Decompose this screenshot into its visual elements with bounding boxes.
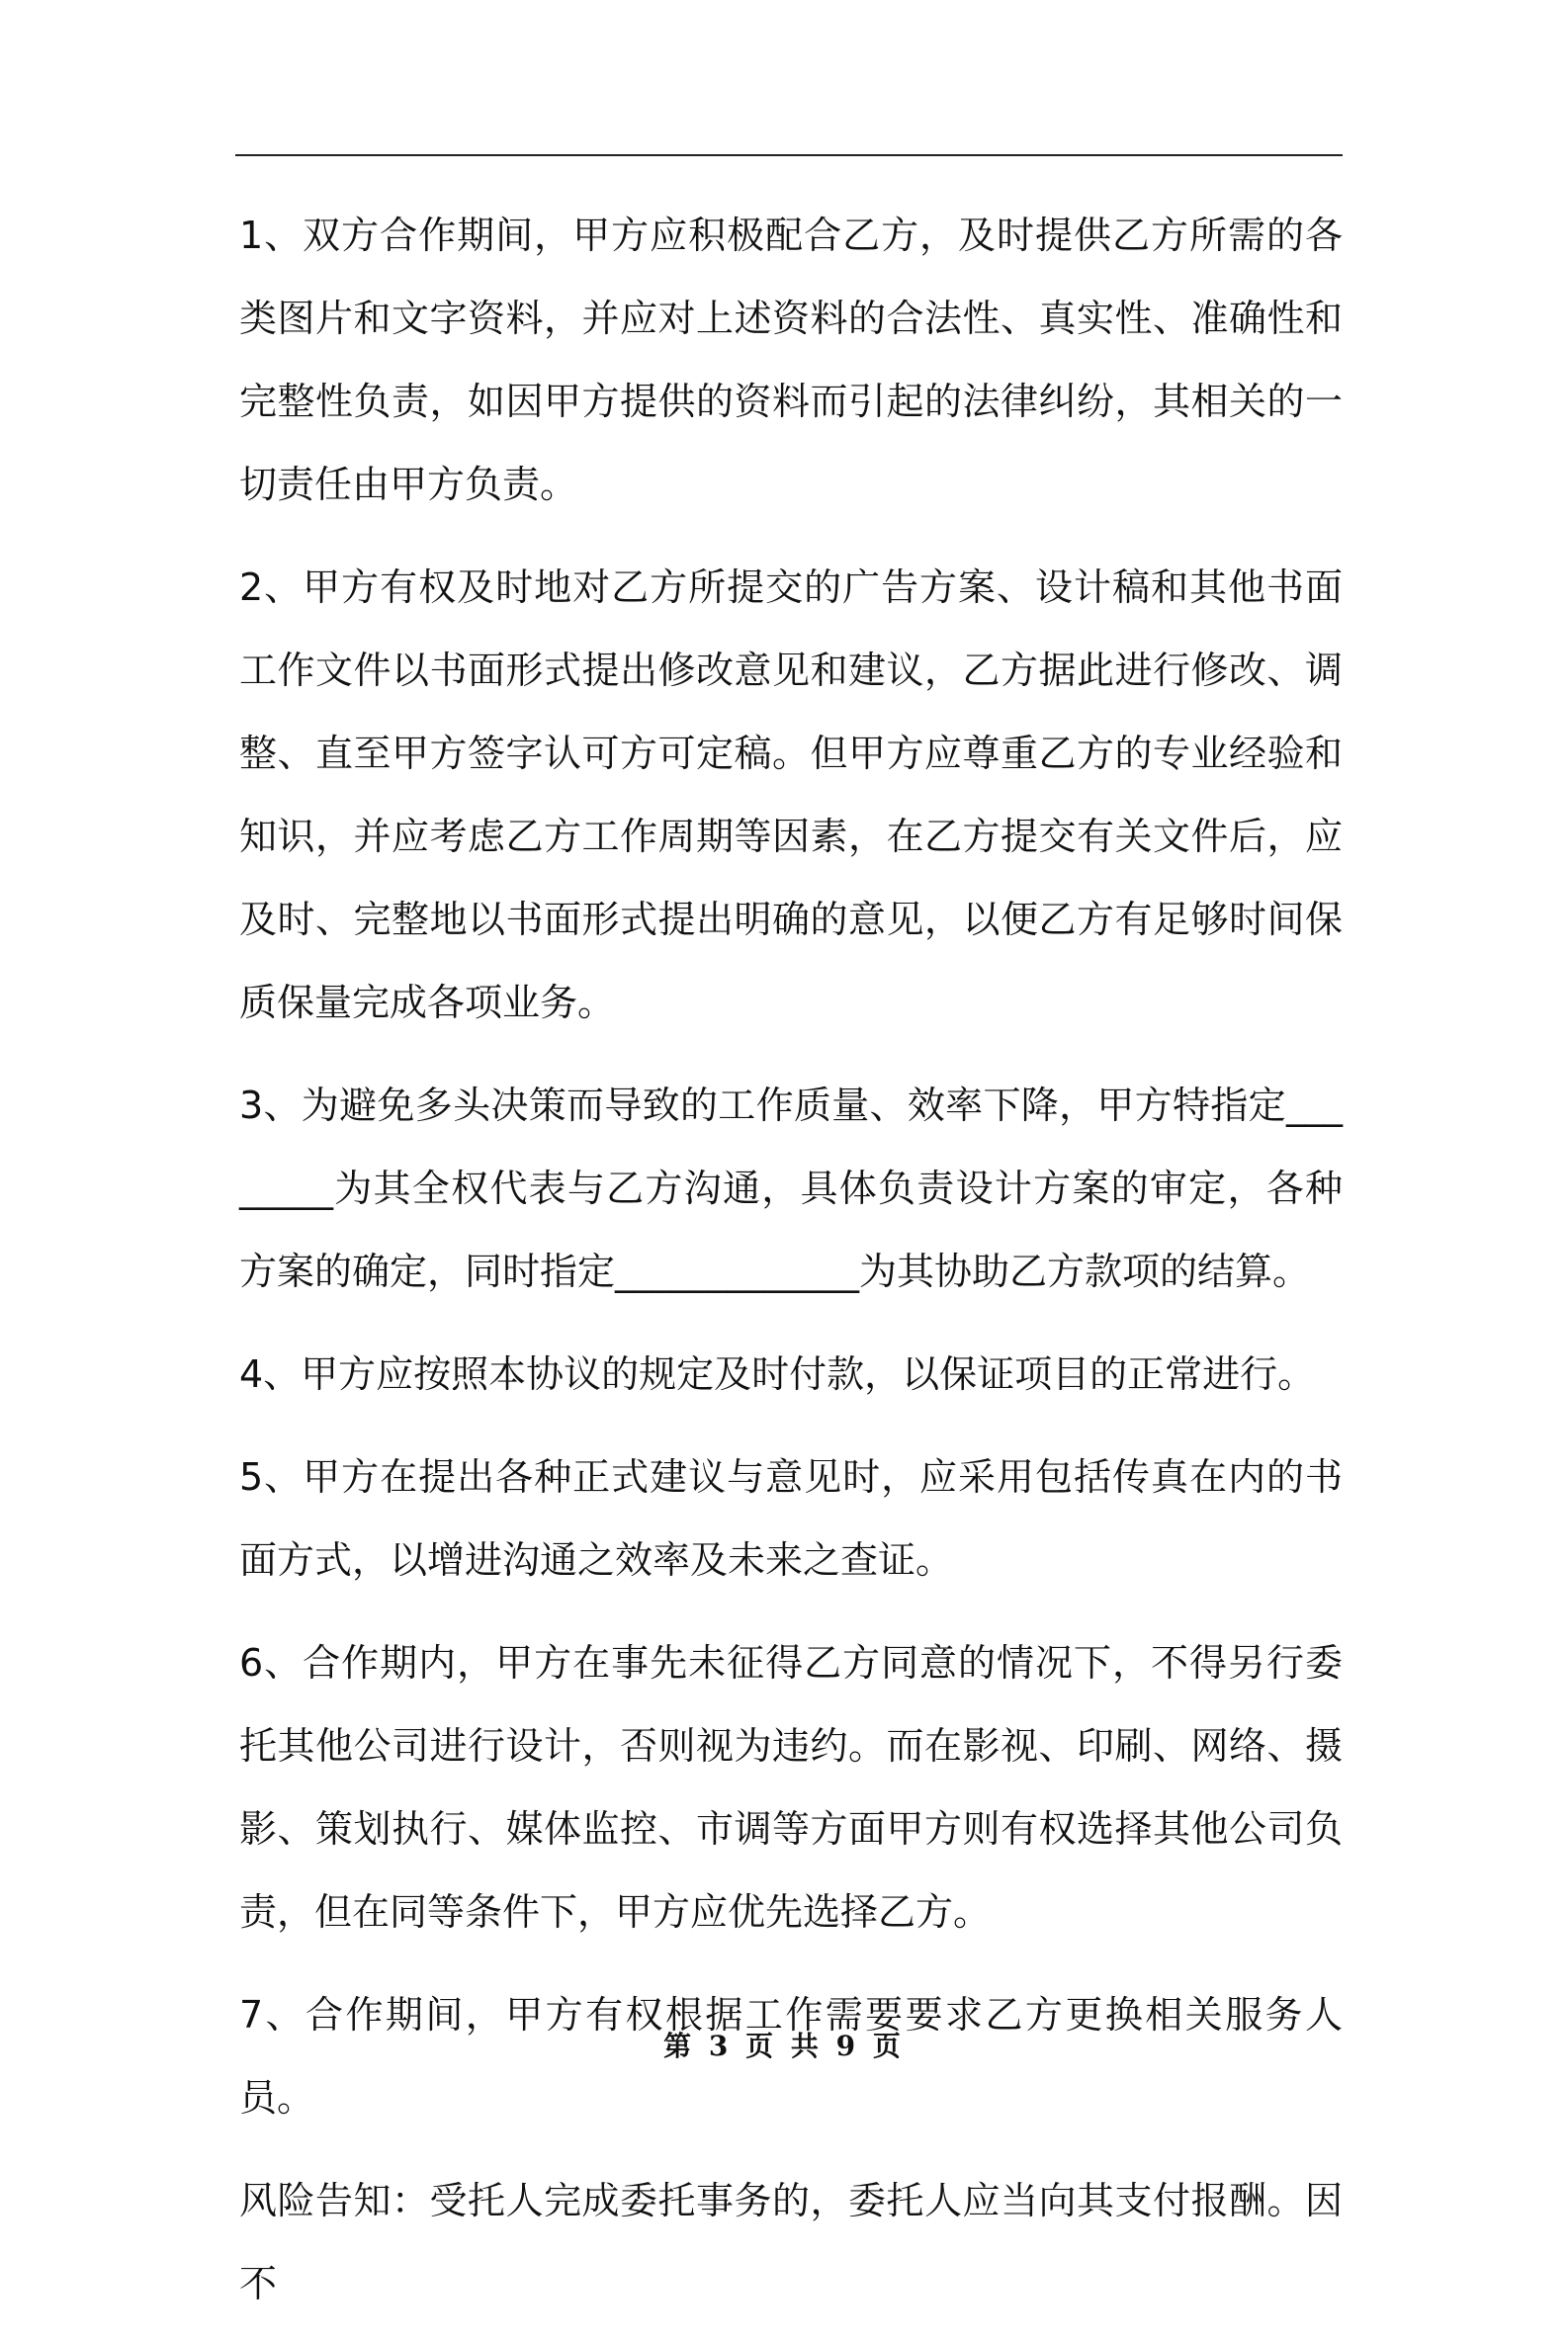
paragraph-4: 4、甲方应按照本协议的规定及时付款，以保证项目的正常进行。 (239, 1352, 1316, 1396)
paragraph-3: 3、为避免多头决策而导致的工作质量、效率下降，甲方特指定________为其全权代表与乙方沟通，具体负责设计方案的审定，各种方案的确定，同时指定_____________为其协助乙方款项的结算。 (239, 1084, 1343, 1293)
paragraph-1: 1、双方合作期间，甲方应积极配合乙方，及时提供乙方所需的各类图片和文字资料，并应对上述资料的合法性、真实性、准确性和完整性负责，如因甲方提供的资料而引起的法律纠纷，其相关的一切责任由甲方负责。 (239, 214, 1343, 506)
paragraph-risk-notice: 风险告知：受托人完成委托事务的，委托人应当向其支付报酬。因不 (239, 2179, 1343, 2305)
paragraph-5: 5、甲方在提出各种正式建议与意见时，应采用包括传真在内的书面方式，以增进沟通之效率及未来之查证。 (239, 1455, 1343, 1582)
header-rule (235, 154, 1343, 156)
document-body (239, 194, 1343, 2345)
paragraph-6: 6、合作期内，甲方在事先未征得乙方同意的情况下，不得另行委托其他公司进行设计，否则视为违约。而在影视、印刷、网络、摄影、策划执行、媒体监控、市调等方面甲方则有权选择其他公司负责，但在同等条件下，甲方应优先选择乙方。 (239, 1641, 1343, 1934)
paragraph-7: 7、合作期间，甲方有权根据工作需要要求乙方更换相关服务人员。 (239, 1993, 1343, 2120)
paragraph-2: 2、甲方有权及时地对乙方所提交的广告方案、设计稿和其他书面工作文件以书面形式提出修改意见和建议，乙方据此进行修改、调整、直至甲方签字认可方可定稿。但甲方应尊重乙方的专业经验和知识，并应考虑乙方工作周期等因素，在乙方提交有关文件后，应及时、完整地以书面形式提出明确的意见，以便乙方有足够时间保质保量完成各项业务。 (239, 565, 1343, 1024)
page-number-footer: 第 3 页 共 9 页 (663, 2030, 905, 2062)
